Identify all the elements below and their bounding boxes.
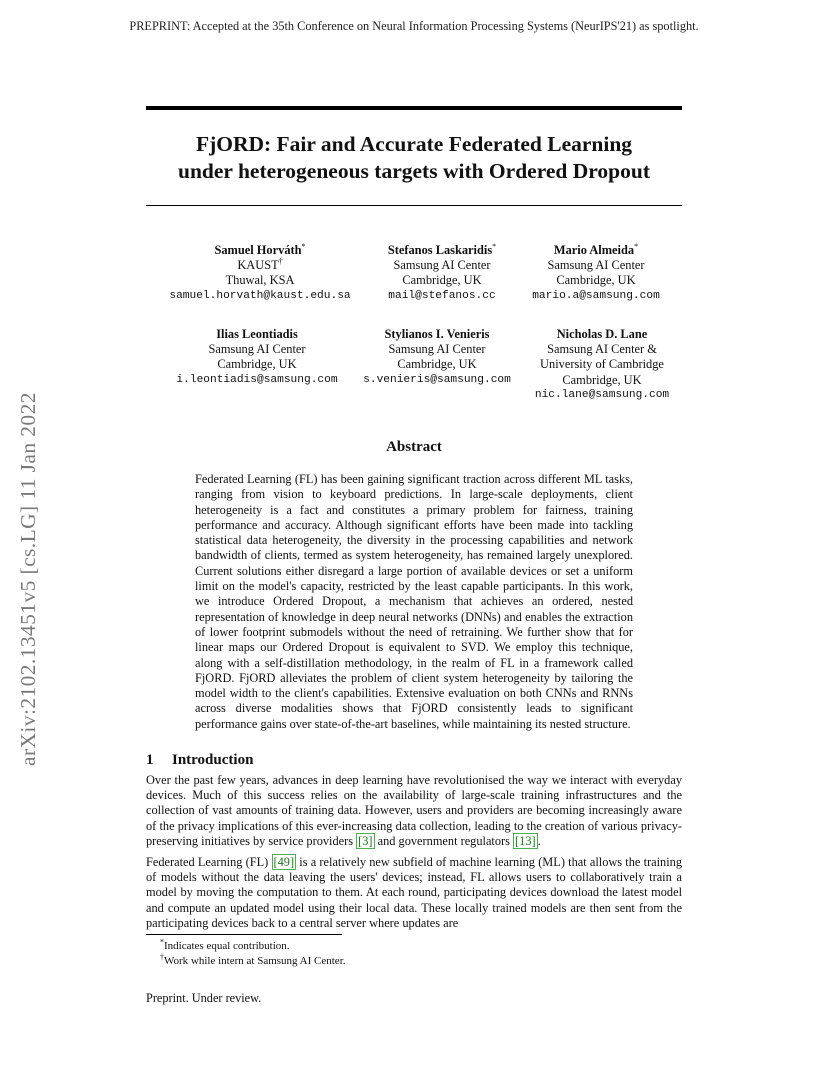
author-affiliation: KAUST (237, 258, 279, 273)
footnote-text: Work while intern at Samsung AI Center. (164, 955, 346, 967)
author-affiliation-2: University of Cambridge (540, 357, 664, 372)
author-affiliation: Samsung AI Center & (547, 342, 657, 357)
footnote-text: Indicates equal contribution. (164, 940, 290, 952)
equal-contribution-mark: * (634, 241, 639, 251)
section-heading (146, 752, 253, 769)
author-email[interactable]: nic.lane@samsung.com (534, 388, 670, 401)
title-line-2: under heterogeneous targets with Ordered Dropout (178, 159, 650, 183)
author-name: Stefanos Laskaridis (387, 243, 493, 257)
author-email[interactable]: mail@stefanos.cc (388, 289, 496, 302)
author-location: Cambridge, UK (397, 357, 477, 372)
author-location: Cambridge, UK (562, 372, 642, 387)
author-location: Cambridge, UK (556, 273, 636, 288)
section-title: Introduction (172, 752, 254, 768)
equal-contribution-mark: * (492, 241, 497, 251)
title-line-1: FjORD: Fair and Accurate Federated Learning (195, 132, 633, 156)
page-footer: Preprint. Under review. (146, 991, 262, 1005)
intern-mark: † (278, 257, 283, 267)
footnote-mark: * (160, 937, 164, 947)
author-card (496, 243, 696, 304)
intro-paragraph-1 (146, 773, 682, 849)
author-affiliation: Samsung AI Center (208, 342, 306, 357)
citation-link[interactable]: [49] (273, 855, 295, 869)
author-email[interactable]: mario.a@samsung.com (532, 289, 660, 302)
equal-contribution-mark: * (301, 241, 306, 251)
footnote (160, 954, 346, 968)
author-email[interactable]: s.venieris@samsung.com (363, 373, 511, 386)
author-affiliation: Samsung AI Center (388, 342, 486, 357)
author-card (502, 327, 702, 403)
author-card (160, 243, 360, 304)
author-name: Samuel Horváth (214, 243, 302, 257)
intro-paragraph-2 (146, 855, 682, 931)
section-number: 1 (146, 752, 154, 768)
paragraph-text: and government regulators (374, 833, 514, 848)
author-card (157, 327, 357, 388)
arxiv-side-stamp[interactable]: arXiv:2102.13451v5 [cs.LG] 11 Jan 2022 (16, 392, 40, 766)
citation-link[interactable]: [13] (515, 833, 536, 848)
title-bottom-rule (146, 205, 682, 206)
author-name: Mario Almeida (553, 243, 635, 257)
citation-link[interactable]: [3] (358, 833, 373, 848)
author-location: Cambridge, UK (402, 273, 482, 288)
footnote-mark: † (160, 952, 164, 962)
footnote (160, 939, 290, 953)
paragraph-text: is a relatively new subfield of machine learning (ML) that allows the training of models without the data leaving the users' devices; instead, FL allows users to collaboratively train a model by moving the computation to them. At each round, participating devices download the latest model and compute an updated model using their local data. These locally trained models are then sent from the participating devices back to a central server where updates are (146, 855, 682, 930)
author-affiliation: Samsung AI Center (547, 258, 645, 273)
abstract-heading: Abstract (386, 439, 442, 455)
paragraph-text: Over the past few years, advances in deep learning have revolutionised the way we interact with everyday devices. Much of this success relies on the availability of large-scale training infrastructures and the collection of vast amounts of training data. However, users and providers are becoming increasingly aware of the privacy implications of this ever-increasing data collection, leading to the creation of various privacy-preserving initiatives by service providers (146, 773, 682, 848)
preprint-header-note: PREPRINT: Accepted at the 35th Conference on Neural Information Processing Systems (NeurIPS'21) as spotlight. (129, 19, 699, 33)
author-name: Ilias Leontiadis (216, 327, 298, 341)
author-affiliation: Samsung AI Center (393, 258, 491, 273)
paragraph-text: Federated Learning (FL) (146, 855, 272, 869)
abstract-body: Federated Learning (FL) has been gaining significant traction across different ML tasks, ranging from vision to keyboard predictions. In large-scale deployments, client heterogeneity is a fact and constitutes a primary problem for fairness, training performance and accuracy. Although significant efforts have been made into tackling statistical data heterogeneity, the diversity in the processing capabilities and network bandwidth of clients, termed as system heterogeneity, has remained largely unexplored. Current solutions either disregard a large portion of available devices or set a uniform limit on the model's capacity, restricted by the least capable participants. In this work, we introduce Ordered Dropout, a mechanism that achieves an ordered, nested representation of knowledge in deep neural networks (DNNs) and enables the extraction of lower footprint submodels without the need of retraining. We further show that for linear maps our Ordered Dropout is equivalent to SVD. We employ this technique, along with a self-distillation methodology, in the realm of FL in a framework called FjORD. FjORD alleviates the problem of client system heterogeneity by tailoring the model width to the client's capabilities. Extensive evaluation on both CNNs and RNNs across diverse modalities shows that FjORD consistently leads to significant performance gains over state-of-the-art baselines, while maintaining its nested structure. (195, 472, 633, 731)
author-location: Cambridge, UK (217, 357, 297, 372)
paper-title (0, 131, 828, 185)
title-top-rule (146, 106, 682, 110)
author-name: Nicholas D. Lane (556, 327, 648, 341)
author-email[interactable]: samuel.horvath@kaust.edu.sa (169, 289, 351, 302)
author-location: Thuwal, KSA (225, 273, 295, 288)
footnote-rule (146, 934, 342, 935)
paragraph-text: . (537, 833, 541, 848)
author-name: Stylianos I. Venieris (384, 327, 490, 341)
author-email[interactable]: i.leontiadis@samsung.com (176, 373, 338, 386)
